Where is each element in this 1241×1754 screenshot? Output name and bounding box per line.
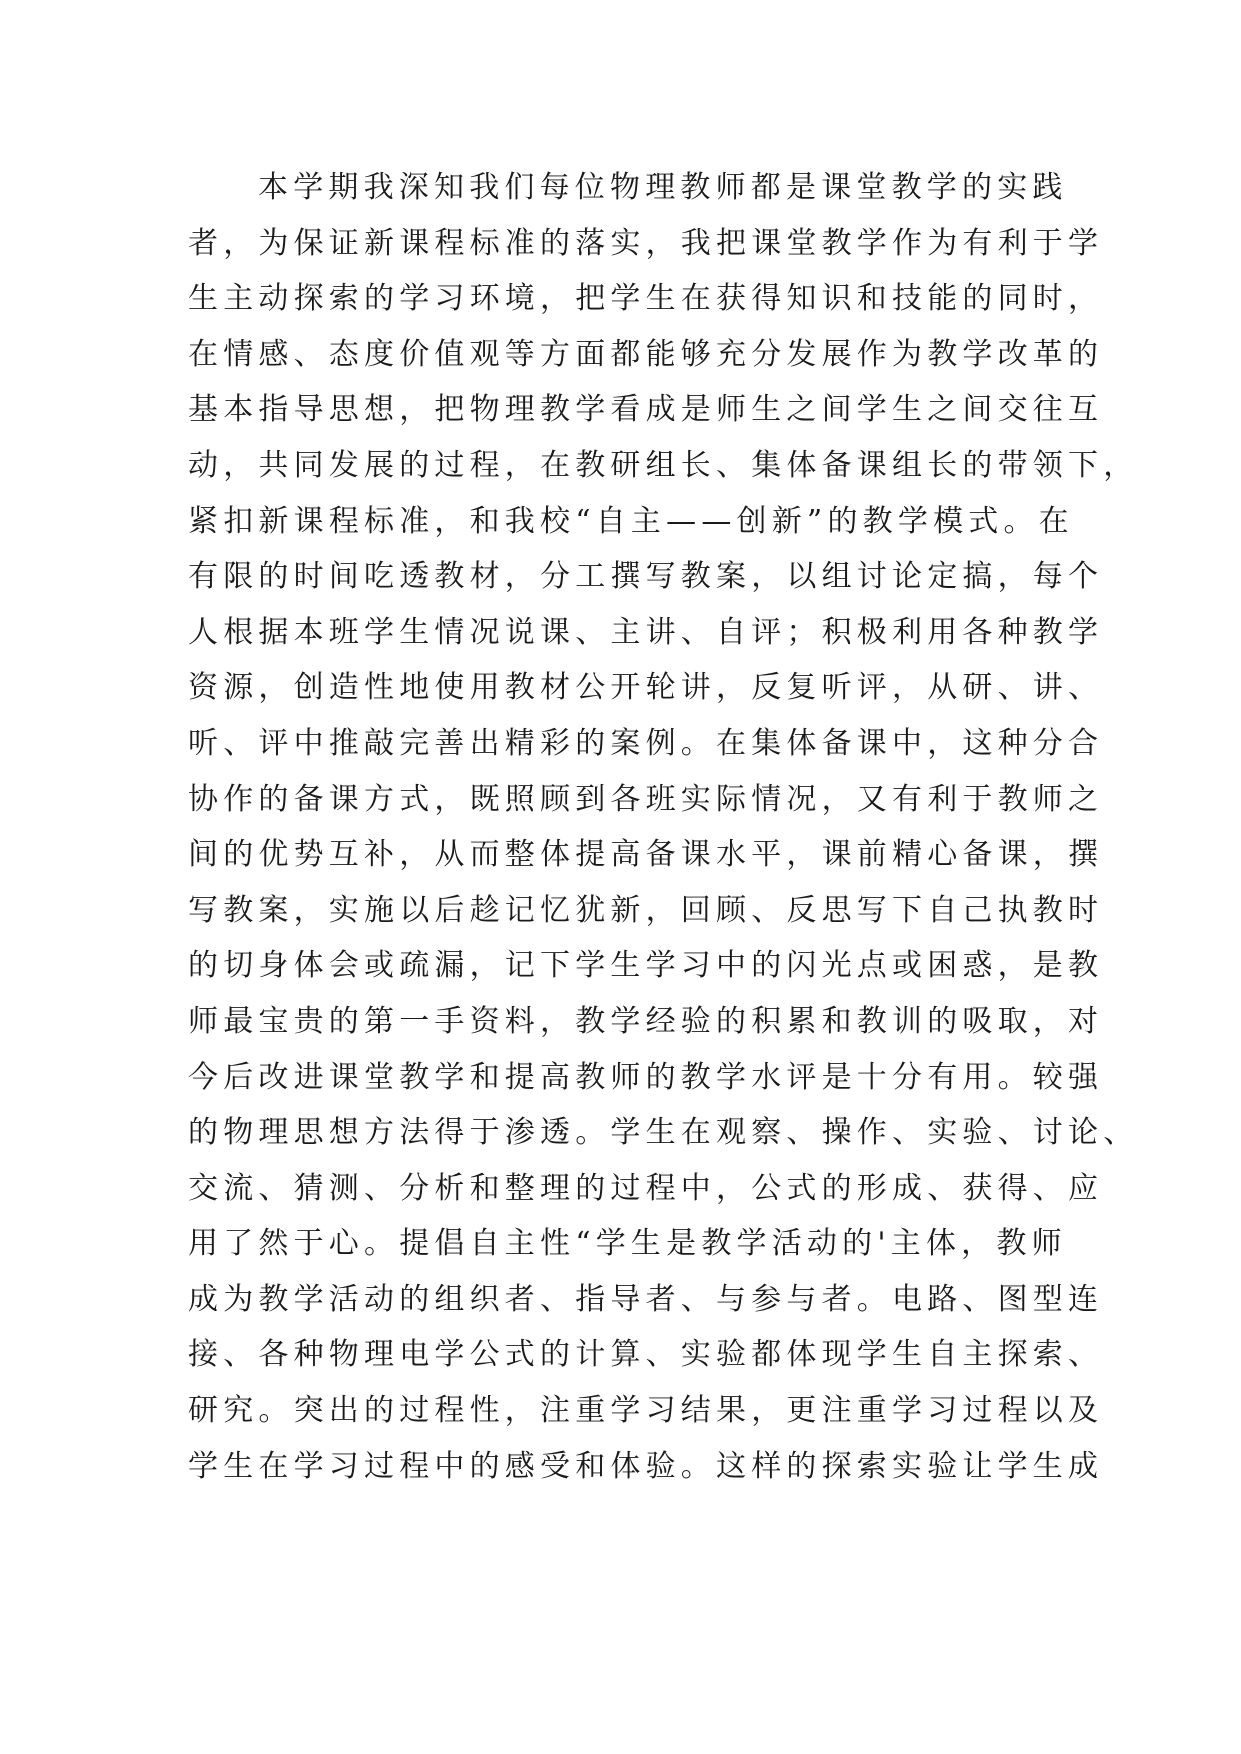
paragraph-line-15: 的切身体会或疏漏，记下学生学习中的闪光点或困惑，是教 <box>188 948 1104 984</box>
paragraph-line-16: 师最宝贵的第一手资料，教学经验的积累和教训的吸取，对 <box>188 1003 1104 1039</box>
paragraph-line-1: 本学期我深知我们每位物理教师都是课堂教学的实践 <box>258 170 1068 205</box>
paragraph-line-4: 在情感、态度价值观等方面都能够充分发展作为教学改革的 <box>188 336 1104 372</box>
paragraph-line-2: 者，为保证新课程标准的落实，我把课堂教学作为有利于学 <box>188 225 1104 261</box>
paragraph-line-17: 今后改进课堂教学和提高教师的教学水评是十分有用。较强 <box>188 1059 1104 1095</box>
paragraph-line-6: 动，共同发展的过程，在教研组长、集体备课组长的带领下， <box>188 447 1139 483</box>
paragraph-line-8: 有限的时间吃透教材，分工撰写教案，以组讨论定搞，每个 <box>188 559 1104 595</box>
paragraph-line-20: 用了然于心。提倡自主性“学生是教学活动的'主体，教师 <box>188 1226 1067 1262</box>
paragraph-line-24: 学生在学习过程中的感受和体验。这样的探索实验让学生成 <box>188 1448 1104 1484</box>
paragraph-line-12: 协作的备课方式，既照顾到各班实际情况，又有利于教师之 <box>188 781 1104 817</box>
paragraph-line-5: 基本指导思想，把物理教学看成是师生之间学生之间交往互 <box>188 392 1104 428</box>
paragraph-line-13: 间的优势互补，从而整体提高备课水平，课前精心备课，撰 <box>188 837 1104 873</box>
paragraph-line-21: 成为教学活动的组织者、指导者、与参与者。电路、图型连 <box>188 1281 1104 1317</box>
paragraph-line-11: 听、评中推敲完善出精彩的案例。在集体备课中，这种分合 <box>188 725 1104 761</box>
paragraph-line-22: 接、各种物理电学公式的计算、实验都体现学生自主探索、 <box>188 1337 1104 1373</box>
paragraph-line-10: 资源，创造性地使用教材公开轮讲，反复听评，从研、讲、 <box>188 670 1104 706</box>
paragraph-line-9: 人根据本班学生情况说课、主讲、自评；积极利用各种教学 <box>188 614 1104 650</box>
body-paragraph <box>188 160 1139 1494</box>
paragraph-line-3: 生主动探索的学习环境，把学生在获得知识和技能的同时， <box>188 281 1104 317</box>
paragraph-line-23: 研究。突出的过程性，注重学习结果，更注重学习过程以及 <box>188 1393 1104 1429</box>
paragraph-line-19: 交流、猜测、分析和整理的过程中，公式的形成、获得、应 <box>188 1170 1104 1206</box>
paragraph-line-18: 的物理思想方法得于渗透。学生在观察、操作、实验、讨论、 <box>188 1115 1139 1151</box>
paragraph-line-7: 紧扣新课程标准，和我校“自主——创新”的教学模式。在 <box>188 503 1074 539</box>
paragraph-line-14: 写教案，实施以后趁记忆犹新，回顾、反思写下自己执教时 <box>188 892 1104 928</box>
